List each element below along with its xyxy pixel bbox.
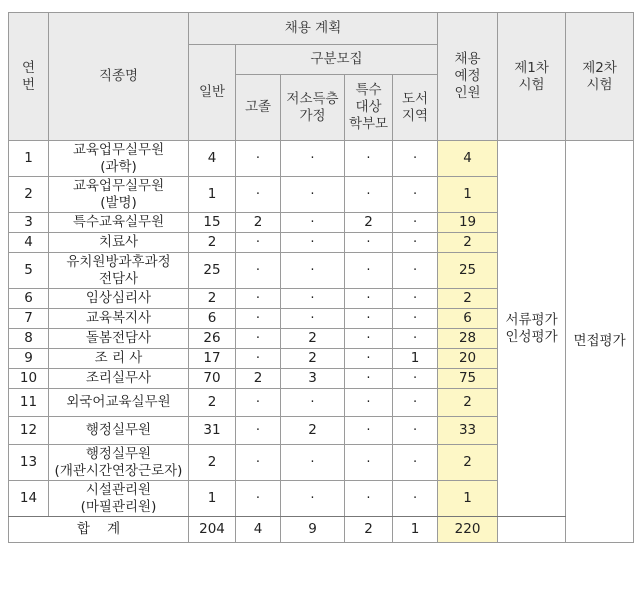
header-recruitment-plan: 채용 계획: [189, 13, 438, 45]
row-job-name: 조 리 사: [49, 349, 189, 369]
row-general: 15: [189, 213, 236, 233]
total-lowincome: 9: [281, 517, 345, 543]
row-island-area: ·: [393, 309, 438, 329]
row-special-parent: ·: [345, 329, 393, 349]
row-special-parent: ·: [345, 233, 393, 253]
row-no: 11: [9, 389, 49, 417]
row-island-area: ·: [393, 389, 438, 417]
row-highschool: ·: [236, 445, 281, 481]
row-general: 1: [189, 481, 236, 517]
row-job-name: 유치원방과후과정 전담사: [49, 253, 189, 289]
row-general: 6: [189, 309, 236, 329]
row-job-name: 행정실무원: [49, 417, 189, 445]
header-exam2: 제2차 시험: [566, 13, 634, 141]
row-island-area: ·: [393, 329, 438, 349]
exam2-method: 면접평가: [566, 141, 634, 543]
total-planned: 220: [438, 517, 498, 543]
row-lowincome: ·: [281, 309, 345, 329]
row-general: 2: [189, 289, 236, 309]
row-planned-total: 6: [438, 309, 498, 329]
row-highschool: ·: [236, 349, 281, 369]
row-job-name: 시설관리원 (마필관리원): [49, 481, 189, 517]
row-highschool: ·: [236, 253, 281, 289]
row-highschool: ·: [236, 309, 281, 329]
total-label: 합 계: [9, 517, 189, 543]
row-lowincome: ·: [281, 233, 345, 253]
row-lowincome: 2: [281, 329, 345, 349]
row-lowincome: ·: [281, 445, 345, 481]
row-special-parent: ·: [345, 141, 393, 177]
row-planned-total: 2: [438, 289, 498, 309]
row-island-area: ·: [393, 141, 438, 177]
row-special-parent: ·: [345, 389, 393, 417]
row-lowincome: ·: [281, 481, 345, 517]
row-highschool: ·: [236, 177, 281, 213]
row-no: 1: [9, 141, 49, 177]
row-island-area: ·: [393, 445, 438, 481]
row-highschool: 2: [236, 213, 281, 233]
row-highschool: ·: [236, 141, 281, 177]
row-planned-total: 28: [438, 329, 498, 349]
row-planned-total: 75: [438, 369, 498, 389]
row-lowincome: ·: [281, 141, 345, 177]
row-no: 4: [9, 233, 49, 253]
total-general: 204: [189, 517, 236, 543]
row-no: 5: [9, 253, 49, 289]
row-planned-total: 33: [438, 417, 498, 445]
row-no: 7: [9, 309, 49, 329]
row-lowincome: ·: [281, 289, 345, 309]
row-planned-total: 4: [438, 141, 498, 177]
row-lowincome: ·: [281, 389, 345, 417]
row-special-parent: ·: [345, 349, 393, 369]
row-general: 2: [189, 389, 236, 417]
row-general: 17: [189, 349, 236, 369]
row-job-name: 교육업무실무원 (발명): [49, 177, 189, 213]
row-no: 8: [9, 329, 49, 349]
row-island-area: ·: [393, 253, 438, 289]
row-general: 1: [189, 177, 236, 213]
row-no: 10: [9, 369, 49, 389]
row-no: 9: [9, 349, 49, 369]
row-island-area: ·: [393, 369, 438, 389]
row-lowincome: ·: [281, 253, 345, 289]
row-highschool: 2: [236, 369, 281, 389]
row-lowincome: 3: [281, 369, 345, 389]
row-highschool: ·: [236, 481, 281, 517]
row-highschool: ·: [236, 233, 281, 253]
table-row: [9, 141, 634, 177]
header-special-parent: 특수 대상 학부모: [345, 75, 393, 141]
row-highschool: ·: [236, 329, 281, 349]
row-special-parent: ·: [345, 417, 393, 445]
row-lowincome: ·: [281, 213, 345, 233]
row-special-parent: ·: [345, 481, 393, 517]
row-planned-total: 19: [438, 213, 498, 233]
row-special-parent: 2: [345, 213, 393, 233]
row-special-parent: ·: [345, 369, 393, 389]
row-general: 2: [189, 445, 236, 481]
row-special-parent: ·: [345, 177, 393, 213]
row-planned-total: 20: [438, 349, 498, 369]
row-general: 25: [189, 253, 236, 289]
row-island-area: ·: [393, 417, 438, 445]
row-job-name: 교육복지사: [49, 309, 189, 329]
header-island-area: 도서 지역: [393, 75, 438, 141]
row-planned-total: 1: [438, 177, 498, 213]
row-general: 26: [189, 329, 236, 349]
exam1-method: 서류평가 인성평가: [498, 141, 566, 517]
total-special-parent: 2: [345, 517, 393, 543]
total-highschool: 4: [236, 517, 281, 543]
header-lowincome: 저소득층 가정: [281, 75, 345, 141]
row-job-name: 돌봄전담사: [49, 329, 189, 349]
row-planned-total: 2: [438, 445, 498, 481]
total-island-area: 1: [393, 517, 438, 543]
header-no: 연 번: [9, 13, 49, 141]
row-planned-total: 2: [438, 389, 498, 417]
header-classified: 구분모집: [236, 45, 438, 75]
row-lowincome: 2: [281, 417, 345, 445]
row-no: 6: [9, 289, 49, 309]
row-job-name: 외국어교육실무원: [49, 389, 189, 417]
row-general: 2: [189, 233, 236, 253]
row-island-area: ·: [393, 177, 438, 213]
row-lowincome: 2: [281, 349, 345, 369]
header-highschool: 고졸: [236, 75, 281, 141]
row-no: 3: [9, 213, 49, 233]
row-island-area: ·: [393, 233, 438, 253]
row-highschool: ·: [236, 389, 281, 417]
row-job-name: 교육업무실무원 (과학): [49, 141, 189, 177]
total-exam1-cell: [498, 517, 566, 543]
recruitment-table: [8, 12, 634, 543]
row-job-name: 특수교육실무원: [49, 213, 189, 233]
row-highschool: ·: [236, 417, 281, 445]
header-exam1: 제1차 시험: [498, 13, 566, 141]
row-planned-total: 2: [438, 233, 498, 253]
row-island-area: ·: [393, 289, 438, 309]
row-general: 4: [189, 141, 236, 177]
row-general: 31: [189, 417, 236, 445]
row-planned-total: 25: [438, 253, 498, 289]
header-general: 일반: [189, 45, 236, 141]
row-no: 2: [9, 177, 49, 213]
row-special-parent: ·: [345, 253, 393, 289]
row-no: 13: [9, 445, 49, 481]
row-job-name: 조리실무사: [49, 369, 189, 389]
row-island-area: ·: [393, 213, 438, 233]
row-island-area: 1: [393, 349, 438, 369]
row-special-parent: ·: [345, 309, 393, 329]
row-island-area: ·: [393, 481, 438, 517]
row-planned-total: 1: [438, 481, 498, 517]
header-job-name: 직종명: [49, 13, 189, 141]
header-planned-total: 채용 예정 인원: [438, 13, 498, 141]
row-no: 14: [9, 481, 49, 517]
row-job-name: 행정실무원 (개관시간연장근로자): [49, 445, 189, 481]
row-job-name: 임상심리사: [49, 289, 189, 309]
row-highschool: ·: [236, 289, 281, 309]
row-lowincome: ·: [281, 177, 345, 213]
row-no: 12: [9, 417, 49, 445]
row-job-name: 치료사: [49, 233, 189, 253]
row-special-parent: ·: [345, 289, 393, 309]
row-general: 70: [189, 369, 236, 389]
row-special-parent: ·: [345, 445, 393, 481]
total-row: [9, 517, 634, 543]
